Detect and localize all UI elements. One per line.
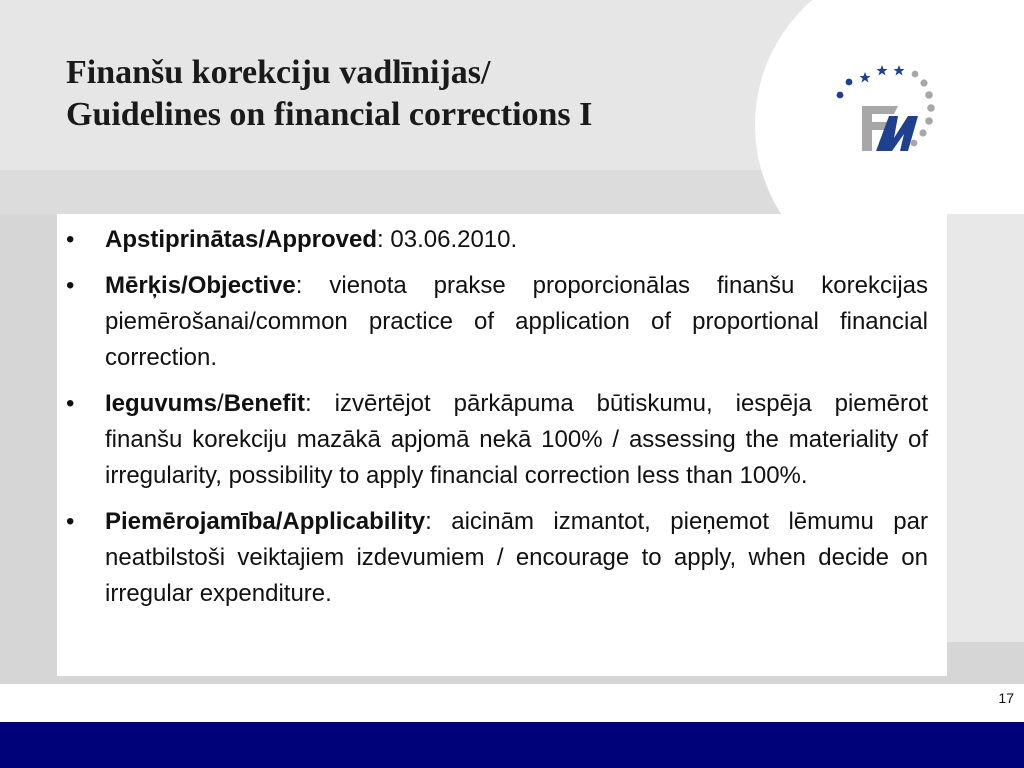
- bullet-marker: •: [66, 226, 75, 253]
- footer-bar: [0, 722, 1024, 768]
- right-strip: [947, 214, 1024, 642]
- title-line-1: Finanšu korekciju vadlīnijas/: [66, 54, 491, 91]
- bullet-label: Piemērojamība/Applicability: [105, 508, 426, 535]
- bullet-applicability: [66, 504, 928, 612]
- bullet-benefit: [66, 386, 928, 494]
- slide-title: [66, 52, 766, 136]
- bullet-text: : vienota prakse proporcionālas finanšu korekcijas piemērošanai/common practice of application of proportional financial correction.: [105, 272, 928, 371]
- page-number: 17: [998, 690, 1014, 706]
- bullet-label-en: Benefit: [223, 390, 306, 417]
- fm-logo-icon: [820, 50, 950, 170]
- bullet-marker: •: [66, 508, 75, 535]
- bullet-text: : aicinām izmantot, pieņemot lēmumu par neatbilstoši veiktajiem izdevumiem / encourage to apply, when decide on irregular expenditure.: [105, 508, 928, 607]
- bullet-text: : 03.06.2010.: [377, 226, 518, 253]
- bullet-label: Mērķis/Objective: [105, 272, 296, 299]
- bullet-approved: [66, 222, 928, 258]
- bullet-objective: [66, 268, 928, 376]
- bullet-label: Apstiprinātas/Approved: [105, 226, 378, 253]
- bullet-marker: •: [66, 390, 75, 417]
- bullet-label-lv: Ieguvums: [105, 390, 218, 417]
- bullet-text: : izvērtējot pārkāpuma būtiskumu, iespēja piemērot finanšu korekciju mazākā apjomā nekā 100% / assessing the materiality of irregularity, possibility to apply financial correction less than 100%.: [105, 390, 928, 489]
- bullet-label-separator: /: [217, 390, 224, 417]
- bullet-marker: •: [66, 272, 75, 299]
- bullet-list: [66, 222, 928, 622]
- title-line-2: Guidelines on financial corrections I: [66, 96, 593, 133]
